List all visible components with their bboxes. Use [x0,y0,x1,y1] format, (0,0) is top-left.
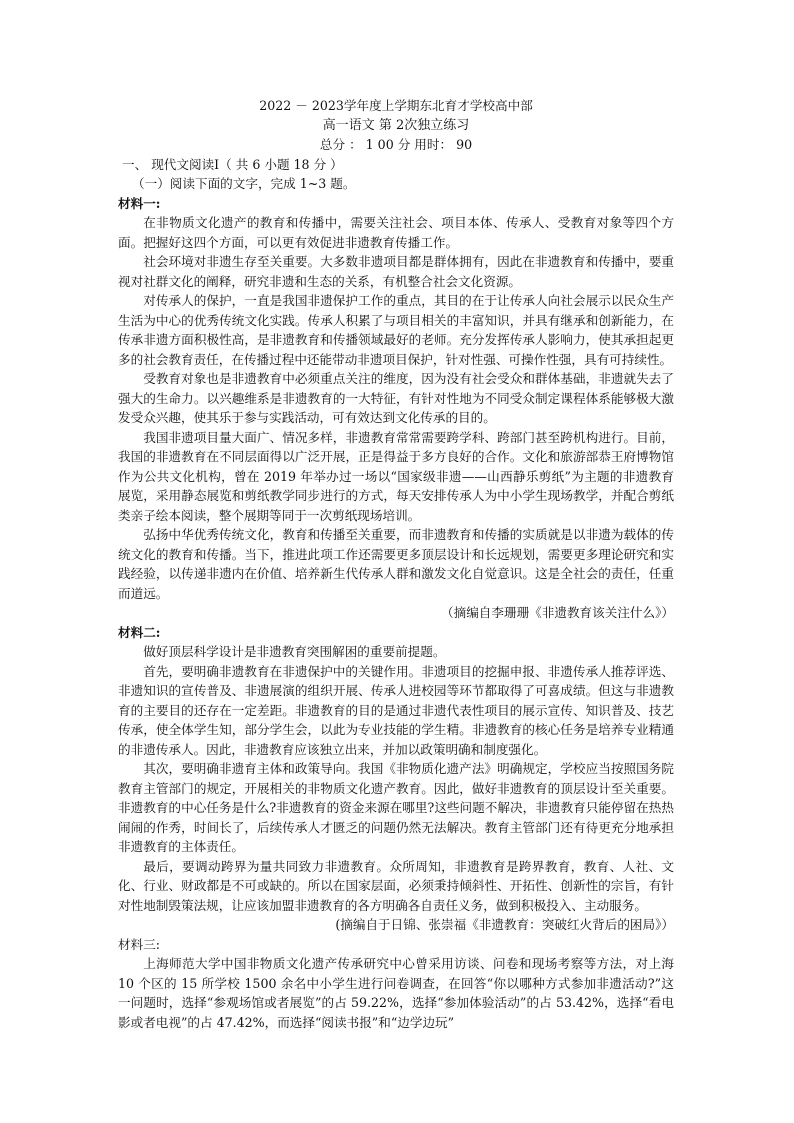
material-1-label: 材料一: [118,195,161,211]
material-3-label: 材料三: [118,936,161,952]
material-2-paragraph: 其次，要明确非遗育主体和政策导向。我国《非物质化遗产法》明确规定，学校应当按照国务院教育主管部门的规定，开展相关的非物质文化遗产教育。因此，做好非遗教育的顶层设计至关重要。非遗教育的中心任务是什么?非遗教育的资金来源在哪里?这些问题不解决，非遗教育只能停留在热热闹闹的作秀，时间长了，后续传承人才匮乏的问题仍然无法解决。教育主管部门还有待更充分地承担非遗教育的主体责任。 [118,761,674,854]
material-1-paragraph: 弘扬中华优秀传统文化，教育和传播至关重要，而非遗教育和传播的实质就是以非遗为载体的传统文化的教育和传播。当下，推进此项工作还需要更多顶层设计和长远规划，需要更多理论研究和实践经验，以传递非遗内在价值、培养新生代传承人群和激发文化自觉意识。这是全社会的责任，任重而道远。 [118,527,674,601]
material-2-paragraph: 最后，要调动跨界为量共同致力非遗教育。众所周知，非遗教育是跨界教育，教育、人社、文化、行业、财政都是不可或缺的。所以在国家层面，必须秉持倾斜性、开拓性、创新性的宗旨，有针对性地制毁策法规，让应该加盟非遗教育的各方明确各自责任义务，做到积极投入、主动服务。 [118,858,674,913]
material-2-label: 材料二: [118,624,161,640]
exam-info: 总分 ： 1 00 分 用时： 90 [319,137,473,152]
exam-title: 高一语文 第 2次独立练习 [322,117,470,133]
material-1-source: （摘编自李珊珊《非遗教育该关注什么》） [441,605,674,620]
material-1-paragraph: 社会环境对非遗生存至关重要。大多数非遗项目都是群体拥有，因此在非遗教育和传播中，要重视对社群文化的阐释，研究非遗和生态的关系，有机整合社会文化资源。 [118,254,674,289]
material-2-source: (摘编自于日锦、张崇福《非遗教育：突破红火背后的困局》） [335,917,674,932]
material-2-paragraph: 首先，要明确非遗教育在非遗保护中的关键作用。非遗项目的挖掘申报、非遗传承人推荐评选、非遗知识的宣传普及、非遗展演的组织开展、传承人进校园等环节都取得了可喜成绩。但这与非遗教育的主要目的还存在一定差距。非遗教育的目的是通过非遗代表性项目的展示宣传、知识普及、技艺传承，使全体学生知，部分学生会，以此为专业技能的学生精。非遗教育的核心任务是培养专业精通的非遗传承人。因此，非遗教育应该独立出来，并加以政策明确和制度强化。 [118,663,674,757]
section-instruction: （一）阅读下面的文字，完成 1~3 题。 [132,176,356,191]
school-title: 2022 － 2023学年度上学期东北育才学校高中部 [259,98,533,113]
section-heading: 一、 现代文阅读Ⅰ（ 共 6 小题 18 分 ） [122,156,343,172]
material-3-paragraph: 上海师范大学中国非物质文化遗产传承研究中心曾采用访谈、问卷和现场考察等方法，对上海 10 个区的 15 所学校 1500 余名中小学生进行问卷调查，在回答“你以哪种方式参加非遗活动?”这一问题时，选择“参观场馆或者展览”的占 59.22%，选择“参加体验活动”的占 53.42%，选择“看电影或者电视”的占 47.42%，而选择“阅读书报”和“边学边玩” [118,956,674,1030]
material-1-paragraph: 在非物质文化遗产的教育和传播中，需要关注社会、项目本体、传承人、受教育对象等四个方面。把握好这四个方面，可以更有效促进非遗教育传播工作。 [118,215,674,250]
material-1-paragraph: 我国非遗项目量大面广、情况多样，非遗教育常常需要跨学科、跨部门甚至跨机构进行。目前，我国的非遗教育在不同层面得以广泛开展，正是得益于多方良好的合作。文化和旅游部恭王府博物馆作为公共文化机构，曾在 2019 年举办过一场以“国家级非遗——山西静乐剪纸”为主题的非遗教育展览，采用静态展览和剪纸教学同步进行的方式，每天安排传承人为中小学生现场教学，并配合剪纸类亲子绘本阅读，整个展期等同于一次剪纸现场培训。 [118,429,674,523]
material-1-paragraph: 对传承人的保护，一直是我国非遗保护工作的重点，其目的在于让传承人向社会展示以民众生产生活为中心的优秀传统文化实践。传承人积累了与项目相关的丰富知识，并具有继承和创新能力，在传承非遗方面积极性高，是非遗教育和传播领域最好的老师。充分发挥传承人影响力，使其承担起更多的社会教育责任，在传播过程中还能带动非遗项目保护，针对性强、可操作性强，具有可持续性。 [118,293,674,367]
material-1-paragraph: 受教育对象也是非遗教育中必须重点关注的维度，因为没有社会受众和群体基础，非遗就失去了强大的生命力。以兴趣维系是非遗教育的一大特征，有针对性地为不同受众制定课程体系能够极大激发受众兴趣，使其乐于参与实践活动，可有效达到文化传承的目的。 [118,371,674,425]
material-2-paragraph: 做好顶层科学设计是非遗教育突围解困的重要前提题。 [143,644,446,659]
document-body [118,96,674,1032]
